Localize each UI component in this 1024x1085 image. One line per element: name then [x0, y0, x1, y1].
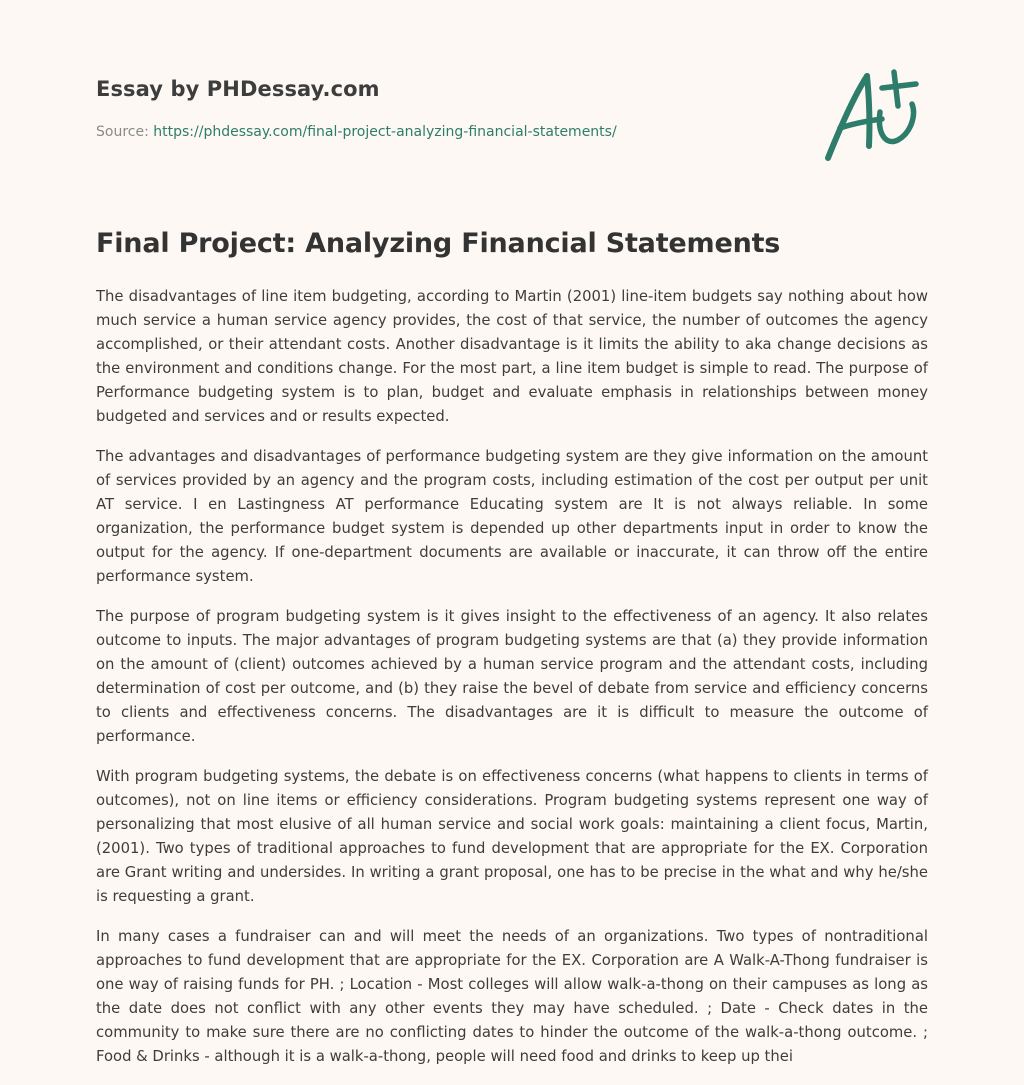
essay-paragraph: The purpose of program budgeting system is it gives insight to the effectiveness of an agency. It also relates outcome to inputs. The major advantages of program budgeting systems are that (a) they provide information on the amount of (client) outcomes achieved by a human service program and the attendant costs, including determination of cost per outcome, and (b) they raise the bevel of debate from service and efficiency concerns to clients and effectiveness concerns. The disadvantages are it is difficult to measure the outcome of performance.: [96, 608, 928, 745]
essay-paragraph: In many cases a fundraiser can and will meet the needs of an organizations. Two types of nontraditional approaches to fund development that are appropriate for the EX. Corporation are A Walk-A-Thong fundraiser is one way of raising funds for PH. ; Location - Most colleges will allow walk-a-thong on their campuses as long as the date does not conflict with any other events they may have scheduled. ; Date - Check dates in the community to make sure there are no conflicting dates to hinder the outcome of the walk-a-thong outcome. ; Food & Drinks - although it is a walk-a-thong, people will need food and drinks to keep up thei: [96, 928, 928, 1065]
source-label: Source:: [96, 124, 149, 140]
essay-paragraph: The disadvantages of line item budgeting, according to Martin (2001) line-item budgets say nothing about how much service a human service agency provides, the cost of that service, the number of outcomes the agency accomplished, or their attendant costs. Another disadvantage is it limits the ability to aka change decisions as the environment and conditions change. For the most part, a line item budget is simple to read. The purpose of Performance budgeting system is to plan, budget and evaluate emphasis in relationships between money budgeted and services and or results expected.: [96, 288, 928, 425]
source-line: [96, 124, 617, 140]
essay-paragraph: With program budgeting systems, the debate is on effectiveness concerns (what happens to clients in terms of outcomes), not on line items or efficiency considerations. Program budgeting systems represent one way of personalizing that most elusive of all human service and social work goals: maintaining a client focus, Martin, (2001). Two types of traditional approaches to fund development that are appropriate for the EX. Corporation are Grant writing and undersides. In writing a grant proposal, one has to be precise in the what and why he/she is requesting a grant.: [96, 768, 928, 905]
a-plus-logo-icon: [820, 66, 930, 166]
essay-paragraph: The advantages and disadvantages of performance budgeting system are they give information on the amount of services provided by an agency and the program costs, including estimation of the cost per output per unit AT service. I en Lastingness AT performance Educating system are It is not always reliable. In some organization, the performance budget system is depended up other departments input in order to know the output for the agency. If one-department documents are available or inaccurate, it can throw off the entire performance system.: [96, 448, 928, 585]
essay-title: Final Project: Analyzing Financial Statements: [96, 228, 781, 259]
source-link[interactable]: https://phdessay.com/final-project-analyzing-financial-statements/: [153, 124, 617, 140]
site-title: Essay by PHDessay.com: [96, 77, 380, 101]
essay-body: [96, 285, 928, 1085]
